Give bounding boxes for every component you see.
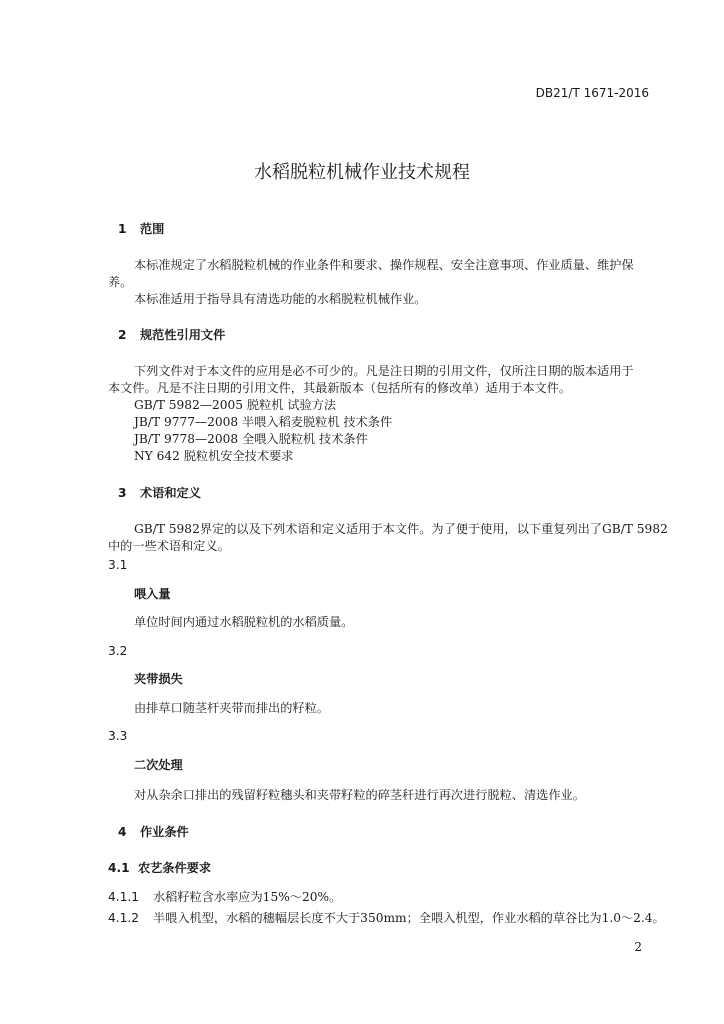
reference-item: JB/T 9778—2008 全喂入脱粒机 技术条件	[134, 432, 368, 446]
subsection-title: 农艺条件要求	[138, 861, 212, 875]
term-definition: 由排草口随茎杆夹带而排出的籽粒。	[134, 701, 329, 715]
clause-item	[108, 909, 665, 926]
clause-text: 半喂入机型，水稻的穗幅层长度不大于350mm；全喂入机型，作业水稻的草谷比为1.0～2.4。	[153, 911, 665, 925]
section-1-heading	[118, 220, 164, 237]
scope-paragraph-1-line-2: 养。	[108, 275, 133, 289]
terms-intro-line-2: 中的一些术语和定义。	[108, 539, 230, 553]
subsection-4-1-heading	[108, 859, 211, 876]
scope-paragraph-2: 本标准适用于指导具有清选功能的水稻脱粒机械作业。	[134, 292, 427, 306]
scope-paragraph-1-line-1: 本标准规定了水稻脱粒机械的作业条件和要求、操作规程、安全注意事项、作业质量、维护保	[134, 258, 634, 272]
term-definition: 对从杂余口排出的残留籽粒穗头和夹带籽粒的碎茎秆进行再次进行脱粒、清选作业。	[134, 788, 585, 802]
section-title: 作业条件	[140, 825, 189, 839]
clause-number: 4.1.1	[108, 890, 140, 904]
term-number: 3.1	[108, 558, 128, 572]
subsection-number: 4.1	[108, 861, 130, 875]
term-title: 二次处理	[134, 758, 183, 772]
references-intro-line-2: 本文件。凡是不注日期的引用文件，其最新版本（包括所有的修改单）适用于本文件。	[108, 381, 572, 395]
term-title: 喂入量	[134, 587, 171, 601]
clause-item	[108, 888, 341, 905]
page-number: 2	[634, 940, 642, 954]
section-4-heading	[118, 823, 189, 840]
reference-item: NY 642 脱粒机安全技术要求	[134, 449, 294, 463]
page-title: 水稻脱粒机械作业技术规程	[254, 162, 470, 183]
section-number: 2	[118, 328, 127, 342]
section-title: 范围	[140, 222, 165, 236]
reference-item: JB/T 9777—2008 半喂入稻麦脱粒机 技术条件	[134, 415, 393, 429]
section-title: 术语和定义	[140, 486, 201, 500]
section-number: 1	[118, 222, 127, 236]
term-title: 夹带损失	[134, 672, 183, 686]
term-number: 3.2	[108, 644, 128, 658]
section-title: 规范性引用文件	[140, 328, 226, 342]
references-intro-line-1: 下列文件对于本文件的应用是必不可少的。凡是注日期的引用文件，仅所注日期的版本适用于	[134, 364, 634, 378]
clause-text: 水稻籽粒含水率应为15%～20%。	[153, 890, 342, 904]
reference-item: GB/T 5982—2005 脱粒机 试验方法	[134, 398, 337, 412]
section-number: 4	[118, 825, 127, 839]
terms-intro-line-1: GB/T 5982界定的以及下列术语和定义适用于本文件。为了便于使用，以下重复列出了GB/T 5982	[134, 522, 668, 536]
section-3-heading	[118, 484, 201, 501]
section-2-heading	[118, 326, 225, 343]
section-number: 3	[118, 486, 127, 500]
term-definition: 单位时间内通过水稻脱粒机的水稻质量。	[134, 615, 354, 629]
document-number: DB21/T 1671-2016	[535, 86, 649, 100]
term-number: 3.3	[108, 729, 128, 743]
clause-number: 4.1.2	[108, 911, 140, 925]
